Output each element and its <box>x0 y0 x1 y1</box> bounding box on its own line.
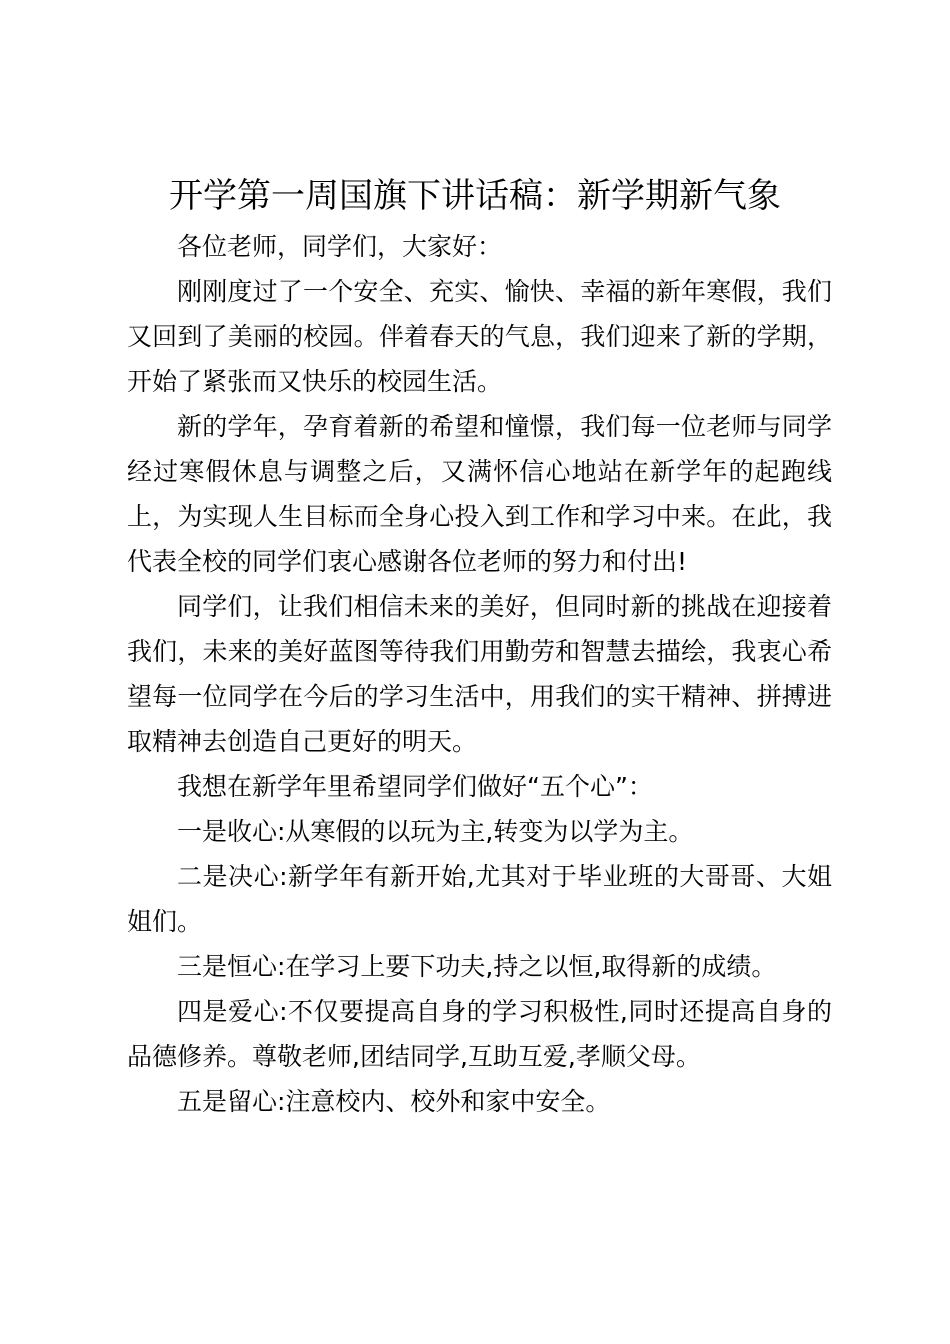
document-body <box>127 224 832 1124</box>
paragraph-future: 同学们，让我们相信未来的美好，但同时新的挑战在迎接着我们，未来的美好蓝图等待我们用勤劳和智慧去描绘，我衷心希望每一位同学在今后的学习生活中，用我们的实干精神、拼搏进取精神去创造自己更好的明天。 <box>127 592 832 756</box>
document-title: 开学第一周国旗下讲话稿：新学期新气象 <box>169 176 781 216</box>
paragraph-five-hearts-intro: 我想在新学年里希望同学们做好“五个心”： <box>177 772 653 801</box>
paragraph-heart-3: 三是恒心:在学习上要下功夫,持之以恒,取得新的成绩。 <box>177 952 777 981</box>
paragraph-return: 刚刚度过了一个安全、充实、愉快、幸福的新年寒假，我们又回到了美丽的校园。伴着春天的气息，我们迎来了新的学期，开始了紧张而又快乐的校园生活。 <box>127 277 832 396</box>
paragraph-heart-2: 二是决心:新学年有新开始,尤其对于毕业班的大哥哥、大姐姐们。 <box>127 862 832 936</box>
paragraph-greeting: 各位老师，同学们，大家好： <box>177 232 503 261</box>
paragraph-heart-4: 四是爱心:不仅要提高自身的学习积极性,同时还提高自身的品德修养。尊敬老师,团结同学,互助互爱,孝顺父母。 <box>127 997 832 1071</box>
paragraph-heart-5: 五是留心:注意校内、校外和家中安全。 <box>177 1087 611 1116</box>
paragraph-new-year: 新的学年，孕育着新的希望和憧憬，我们每一位老师与同学经过寒假休息与调整之后，又满怀信心地站在新学年的起跑线上，为实现人生目标而全身心投入到工作和学习中来。在此，我代表全校的同学们衷心感谢各位老师的努力和付出! <box>127 412 832 576</box>
paragraph-heart-1: 一是收心:从寒假的以玩为主,转变为以学为主。 <box>177 817 694 846</box>
